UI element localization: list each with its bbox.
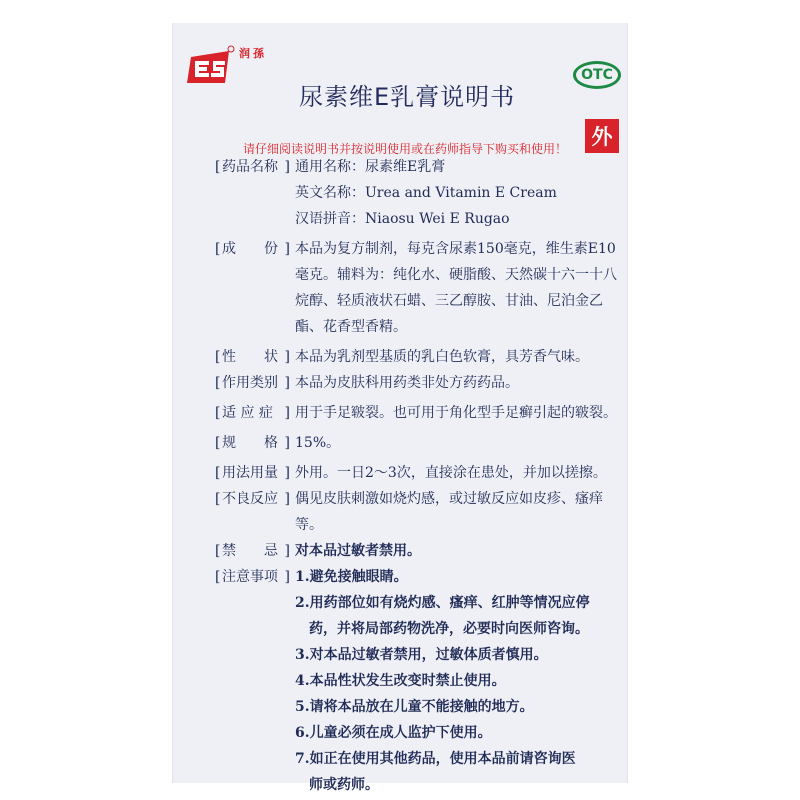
section-label: [ 成 份 ] <box>217 236 289 340</box>
section-text: 用于手足皲裂。也可用于角化型手足癣引起的皲裂。 <box>295 405 617 421</box>
section-text: 外用。一日2～3次，直接涂在患处，并加以搓擦。 <box>295 465 607 481</box>
section-text: 对本品过敏者禁用。 <box>295 543 421 559</box>
ingredients-line: 本品为复方制剂，每克含尿素150毫克，维生素E10 <box>295 241 616 257</box>
section-text: 本品为乳剂型基质的乳白色软膏，具芳香气味。 <box>295 349 589 365</box>
list-item: 3.对本品过敏者禁用，过敏体质者慎用。 <box>295 647 548 663</box>
section-category <box>217 370 617 396</box>
section-label: [ 注意事项 ] <box>217 564 289 798</box>
usage-warning: 请仔细阅读说明书并按说明使用或在药师指导下购买和使用！ <box>243 142 568 156</box>
document-title: 尿素维E乳膏说明书 <box>299 83 516 111</box>
section-label: [ 作用类别 ] <box>217 370 289 396</box>
section-dosage <box>217 460 617 486</box>
section-label: [ 性 状 ] <box>217 344 289 370</box>
list-item: 4.本品性状发生改变时禁止使用。 <box>295 673 506 689</box>
list-item: 2.用药部位如有烧灼感、瘙痒、红肿等情况应停 药，并将局部药物洗净，必要时向医师咨询。 <box>295 595 590 637</box>
section-indications <box>217 400 617 426</box>
list-item: 6.儿童必须在成人监护下使用。 <box>295 725 492 741</box>
brand-name: 润孫 <box>239 47 267 60</box>
external-use-badge: 外 <box>585 119 619 153</box>
ingredients-line: 酯、花香型香精。 <box>295 319 407 335</box>
section-text: 本品为皮肤科用药类非处方药药品。 <box>295 375 519 391</box>
section-label: [ 不良反应 ] <box>217 486 289 538</box>
es-brand-logo-icon <box>185 45 235 87</box>
section-label: [ 用法用量 ] <box>217 460 289 486</box>
section-label: [ 药品名称 ] <box>217 154 289 232</box>
section-drug-name <box>217 154 617 232</box>
ingredients-line: 毫克。辅料为：纯化水、硬脂酸、天然碳十六一十八 <box>295 267 617 283</box>
otc-badge: OTC <box>573 61 621 89</box>
section-precautions <box>217 564 617 798</box>
section-appearance <box>217 344 617 370</box>
section-text: 15%。 <box>295 435 341 451</box>
list-item: 7.如正在使用其他药品，使用本品前请咨询医 师或药师。 <box>295 751 576 793</box>
list-item: 1.避免接触眼睛。 <box>295 569 408 585</box>
section-specification <box>217 430 617 456</box>
instruction-leaflet <box>172 23 628 793</box>
section-label: [ 禁 忌 ] <box>217 538 289 564</box>
ingredients-line: 烷醇、轻质液状石蜡、三乙醇胺、甘油、尼泊金乙 <box>295 293 603 309</box>
generic-name: 通用名称：尿素维E乳膏 <box>295 159 446 175</box>
leaflet-content <box>217 154 617 798</box>
pinyin-name: 汉语拼音：Niaosu Wei E Rugao <box>295 211 510 227</box>
section-label: [ 规 格 ] <box>217 430 289 456</box>
english-name: 英文名称：Urea and Vitamin E Cream <box>295 185 557 201</box>
precautions-list <box>295 564 617 798</box>
section-contraindications <box>217 538 617 564</box>
section-label: [ 适 应 症 ] <box>217 400 289 426</box>
section-text: 偶见皮肤刺激如烧灼感，或过敏反应如皮疹、瘙痒等。 <box>295 491 603 533</box>
list-item: 5.请将本品放在儿童不能接触的地方。 <box>295 699 534 715</box>
section-adverse-reactions <box>217 486 617 538</box>
section-ingredients <box>217 236 617 340</box>
